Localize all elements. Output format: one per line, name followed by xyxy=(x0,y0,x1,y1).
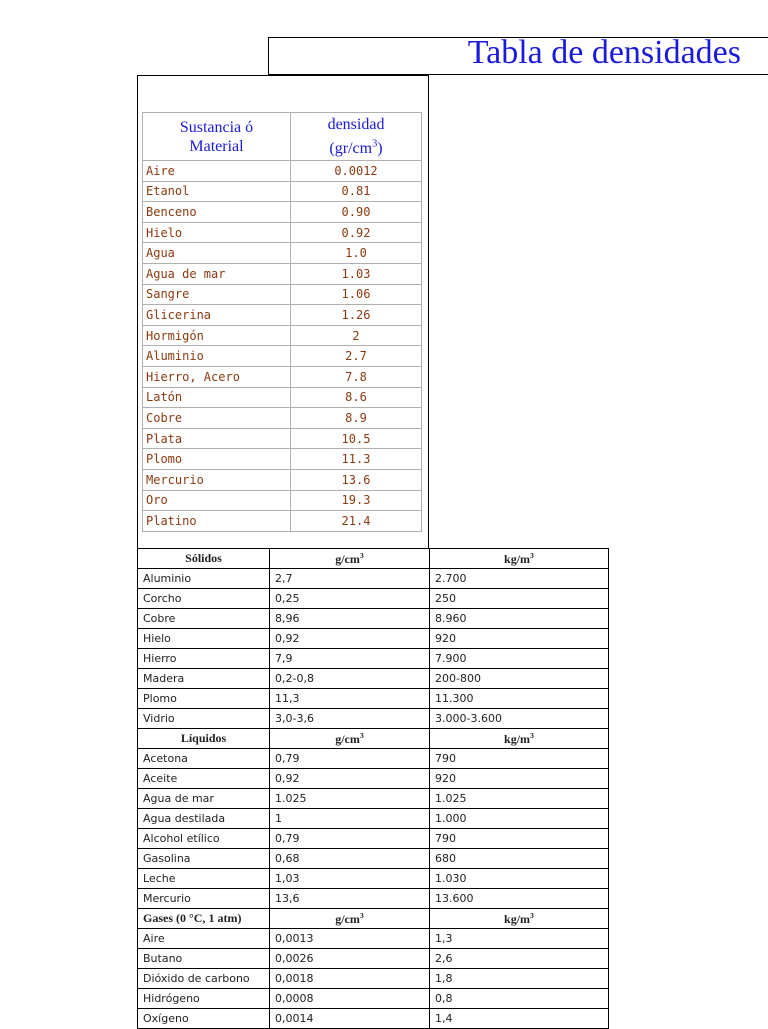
substance-name: Hierro, Acero xyxy=(143,366,291,387)
table-row xyxy=(138,969,609,989)
value-gcm: 1,03 xyxy=(270,869,430,889)
material-name: Oxígeno xyxy=(138,1009,270,1029)
material-name: Agua destilada xyxy=(138,809,270,829)
header-substance xyxy=(143,113,291,161)
material-name: Butano xyxy=(138,949,270,969)
table-row xyxy=(143,222,422,243)
material-name: Mercurio xyxy=(138,889,270,909)
value-gcm: 2,7 xyxy=(270,569,430,589)
unit-header-gcm: $g/cm^3$ xyxy=(270,909,430,929)
value-gcm: 0,0014 xyxy=(270,1009,430,1029)
density-value: 2 xyxy=(291,325,422,346)
table-row xyxy=(138,669,609,689)
table-row xyxy=(138,789,609,809)
value-gcm: 3,0-3,6 xyxy=(270,709,430,729)
value-kgm: 2,6 xyxy=(430,949,609,969)
density-value: 2.7 xyxy=(291,346,422,367)
density-value: 1.0 xyxy=(291,243,422,264)
value-kgm: 920 xyxy=(430,629,609,649)
table-row xyxy=(138,829,609,849)
table-row xyxy=(143,346,422,367)
table-row xyxy=(143,428,422,449)
material-name: Corcho xyxy=(138,589,270,609)
value-kgm: 790 xyxy=(430,829,609,849)
section-header-row xyxy=(138,729,609,749)
header-density-line1: densidad xyxy=(327,116,385,134)
material-name: Hidrógeno xyxy=(138,989,270,1009)
density-value: 1.26 xyxy=(291,305,422,326)
substance-name: Glicerina xyxy=(143,305,291,326)
table-row xyxy=(143,202,422,223)
value-gcm: 0,79 xyxy=(270,749,430,769)
substance-name: Sangre xyxy=(143,284,291,305)
section-header-row xyxy=(138,549,609,569)
material-name: Plomo xyxy=(138,689,270,709)
table-row xyxy=(138,849,609,869)
material-name: Vidrio xyxy=(138,709,270,729)
unit-header-kgm: $kg/m^3$ xyxy=(430,729,609,749)
density-value: 0.0012 xyxy=(291,161,422,182)
section-title: Líquidos xyxy=(138,729,270,749)
table-row xyxy=(138,889,609,909)
value-kgm: 3.000-3.600 xyxy=(430,709,609,729)
substance-name: Aluminio xyxy=(143,346,291,367)
value-kgm: 1.030 xyxy=(430,869,609,889)
section-title: Sólidos xyxy=(138,549,270,569)
density-table xyxy=(142,112,422,532)
material-name: Aire xyxy=(138,929,270,949)
table-row xyxy=(138,869,609,889)
substance-name: Mercurio xyxy=(143,469,291,490)
substance-name: Platino xyxy=(143,511,291,532)
units-table-body xyxy=(138,549,609,1029)
value-kgm: 1,3 xyxy=(430,929,609,949)
table-row xyxy=(143,243,422,264)
title-box xyxy=(268,34,768,75)
density-value: 0.92 xyxy=(291,222,422,243)
material-name: Acetona xyxy=(138,749,270,769)
table-row xyxy=(138,989,609,1009)
substance-name: Agua de mar xyxy=(143,263,291,284)
table-row xyxy=(138,949,609,969)
table-row xyxy=(138,649,609,669)
density-value: 11.3 xyxy=(291,449,422,470)
substance-name: Etanol xyxy=(143,181,291,202)
density-value: 0.81 xyxy=(291,181,422,202)
density-table-header-row xyxy=(143,113,422,161)
value-gcm: 1 xyxy=(270,809,430,829)
table-row xyxy=(143,449,422,470)
material-name: Aluminio xyxy=(138,569,270,589)
value-gcm: 0,92 xyxy=(270,769,430,789)
table-row xyxy=(138,609,609,629)
substance-name: Latón xyxy=(143,387,291,408)
material-name: Leche xyxy=(138,869,270,889)
table-row xyxy=(138,809,609,829)
value-gcm: 0,2-0,8 xyxy=(270,669,430,689)
value-gcm: 0,0013 xyxy=(270,929,430,949)
unit-header-gcm: $g/cm^3$ xyxy=(270,549,430,569)
table-row xyxy=(143,325,422,346)
table-row xyxy=(143,161,422,182)
table-row xyxy=(143,387,422,408)
substance-name: Hielo xyxy=(143,222,291,243)
table-row xyxy=(138,769,609,789)
material-name: Alcohol etílico xyxy=(138,829,270,849)
table-row xyxy=(138,589,609,609)
section-title: Gases (0 °C, 1 atm) xyxy=(138,909,270,929)
table-row xyxy=(143,511,422,532)
material-name: Agua de mar xyxy=(138,789,270,809)
header-substance-line1: Sustancia ó xyxy=(179,118,254,136)
table-row xyxy=(143,408,422,429)
value-gcm: 0,68 xyxy=(270,849,430,869)
table-row xyxy=(143,181,422,202)
value-gcm: 0,92 xyxy=(270,629,430,649)
value-gcm: 0,0018 xyxy=(270,969,430,989)
density-value: 8.9 xyxy=(291,408,422,429)
material-name: Madera xyxy=(138,669,270,689)
value-gcm: 0,25 xyxy=(270,589,430,609)
value-gcm: 0,0008 xyxy=(270,989,430,1009)
value-kgm: 8.960 xyxy=(430,609,609,629)
table-row xyxy=(138,569,609,589)
unit-header-gcm: $g/cm^3$ xyxy=(270,729,430,749)
value-gcm: 7,9 xyxy=(270,649,430,669)
table-row xyxy=(143,366,422,387)
value-kgm: 250 xyxy=(430,589,609,609)
header-density-unit: $(gr/cm^3)$ xyxy=(329,138,383,157)
unit-header-kgm: $kg/m^3$ xyxy=(430,549,609,569)
table-row xyxy=(138,709,609,729)
material-name: Aceite xyxy=(138,769,270,789)
header-substance-line2: Material xyxy=(189,137,244,155)
density-value: 7.8 xyxy=(291,366,422,387)
table-row xyxy=(143,305,422,326)
value-gcm: 8,96 xyxy=(270,609,430,629)
value-kgm: 7.900 xyxy=(430,649,609,669)
substance-name: Oro xyxy=(143,490,291,511)
substance-name: Benceno xyxy=(143,202,291,223)
density-value: 13.6 xyxy=(291,469,422,490)
density-value: 1.03 xyxy=(291,263,422,284)
table-row xyxy=(138,689,609,709)
header-density xyxy=(291,113,422,161)
value-kgm: 1.025 xyxy=(430,789,609,809)
value-kgm: 680 xyxy=(430,849,609,869)
density-value: 8.6 xyxy=(291,387,422,408)
substance-name: Aire xyxy=(143,161,291,182)
value-gcm: 13,6 xyxy=(270,889,430,909)
value-gcm: 1.025 xyxy=(270,789,430,809)
table-row xyxy=(143,490,422,511)
substance-name: Plomo xyxy=(143,449,291,470)
table-row xyxy=(143,284,422,305)
density-value: 0.90 xyxy=(291,202,422,223)
value-kgm: 200-800 xyxy=(430,669,609,689)
value-kgm: 1,4 xyxy=(430,1009,609,1029)
substance-name: Hormigón xyxy=(143,325,291,346)
value-kgm: 790 xyxy=(430,749,609,769)
material-name: Cobre xyxy=(138,609,270,629)
substance-name: Cobre xyxy=(143,408,291,429)
density-value: 10.5 xyxy=(291,428,422,449)
value-kgm: 2.700 xyxy=(430,569,609,589)
density-table-body xyxy=(143,161,422,532)
table-row xyxy=(143,263,422,284)
value-gcm: 11,3 xyxy=(270,689,430,709)
page-title: Tabla de densidades xyxy=(467,34,741,71)
table-row xyxy=(143,469,422,490)
value-gcm: 0,0026 xyxy=(270,949,430,969)
table-row xyxy=(138,749,609,769)
table-row xyxy=(138,629,609,649)
section-header-row xyxy=(138,909,609,929)
substance-name: Agua xyxy=(143,243,291,264)
material-name: Hierro xyxy=(138,649,270,669)
table-row xyxy=(138,1009,609,1029)
table-row xyxy=(138,929,609,949)
value-kgm: 1,8 xyxy=(430,969,609,989)
density-value: 21.4 xyxy=(291,511,422,532)
density-value: 1.06 xyxy=(291,284,422,305)
density-value: 19.3 xyxy=(291,490,422,511)
material-name: Hielo xyxy=(138,629,270,649)
units-table xyxy=(137,548,609,1029)
value-kgm: 0,8 xyxy=(430,989,609,1009)
value-kgm: 920 xyxy=(430,769,609,789)
material-name: Dióxido de carbono xyxy=(138,969,270,989)
substance-name: Plata xyxy=(143,428,291,449)
value-gcm: 0,79 xyxy=(270,829,430,849)
material-name: Gasolina xyxy=(138,849,270,869)
unit-header-kgm: $kg/m^3$ xyxy=(430,909,609,929)
value-kgm: 1.000 xyxy=(430,809,609,829)
value-kgm: 13.600 xyxy=(430,889,609,909)
value-kgm: 11.300 xyxy=(430,689,609,709)
